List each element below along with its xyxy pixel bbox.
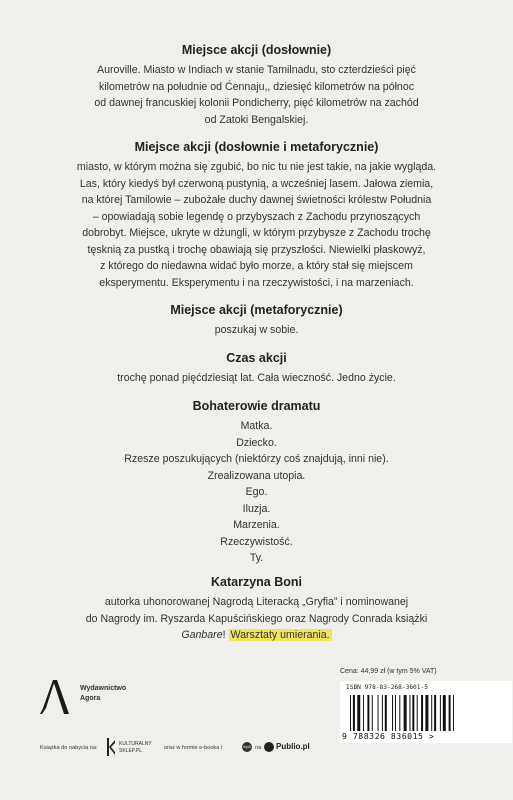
barcode-bar <box>378 695 379 731</box>
barcode-bar <box>434 695 436 731</box>
barcode-bar <box>412 695 414 731</box>
section-text: Auroville. Miasto w Indiach w stanie Tamilnadu, sto czterdzieści pięć kilometrów na południe od Ćennaju,, dziesięć kilometrów na północ od dawnej francuskiej kolonii Pondicherry, pięć kilometrów na zachód od Zatoki Bengalskiej. <box>94 64 419 126</box>
barcode-bar <box>404 695 407 731</box>
barcode-bar <box>399 695 400 731</box>
section-heading: Bohaterowie dramatu <box>192 399 321 413</box>
barcode-bar <box>357 695 360 731</box>
kulturalny-logo-icon <box>106 738 116 756</box>
availability-label: Książka do nabycia na: <box>40 745 98 751</box>
section-heading: Miejsce akcji (dosłownie) <box>181 43 332 57</box>
publio-logo-icon <box>264 742 274 752</box>
mp3-icon: mp3 <box>242 742 252 752</box>
barcode-bars <box>348 695 498 731</box>
barcode-bar <box>353 695 355 731</box>
barcode-bar <box>367 695 369 731</box>
section-text: trochę ponad pięćdziesiąt lat. Cała wieczność. Jedno życie. <box>117 372 396 384</box>
barcode-bar <box>421 695 423 731</box>
isbn-label: ISBN 978-83-268-3601-5 <box>346 684 428 691</box>
section-heading: Miejsce akcji (metaforycznie) <box>170 303 343 317</box>
ean-digits: 9 788326 836015 > <box>342 731 435 741</box>
barcode-bar <box>395 695 396 731</box>
publisher-logo <box>40 678 180 718</box>
section-time <box>0 350 513 387</box>
barcode-bar <box>449 695 451 731</box>
barcode-bar <box>372 695 373 731</box>
isbn-barcode <box>340 681 512 743</box>
barcode-bar <box>363 695 364 731</box>
barcode-bar <box>385 695 387 731</box>
section-text: miasto, w którym można się zgubić, bo nic tu nie jest takie, na jakie wygląda. Las, który kiedyś był czerwoną pustynią, a wcześniej lasem. Jałowa ziemia, na której Tamilowie – zubożałe duchy dawnej świetności królestw Południa – opowiadają sobie legendę o przybyszach z Zachodu przynoszących dobrobyt. Miejsce, ukryte w dżungli, w którym przybysze z Zachodu trochę tęsknią za pustką i trochę obawiają się przyszłości. Niewielki płaskowyż, z którego do niedawna widać było morze, a który stał się miejscem eksperymentu. Eksperymentu i na rzeczywistości, i na marzeniach. <box>76 161 437 289</box>
barcode-bar <box>431 695 432 731</box>
section-author <box>0 574 513 644</box>
author-name: Katarzyna Boni <box>211 575 302 589</box>
availability-strip <box>40 738 510 758</box>
section-place-metaphorical <box>0 302 513 339</box>
section-place-literal-metaphorical <box>0 139 513 291</box>
ebook-label: oraz w formie e-booka i <box>164 745 223 751</box>
section-text: poszukaj w sobie. <box>214 324 299 336</box>
barcode-bar <box>392 695 393 731</box>
highlighted-title: Warsztaty umierania. <box>230 629 330 641</box>
author-bio: autorka uhonorowanej Nagrodą Literacką „Gryfia” i nominowanej do Nagrody im. Ryszarda Kapuścińskiego oraz Nagrody Conrada książki Ganbare! Warsztaty umierania. <box>85 596 428 641</box>
section-text: Matka. Dziecko. Rzesze poszukujących (niektórzy coś znajdują, inni nie). Zrealizowana utopia. Ego. Iluzja. Marzenia. Rzeczywistość. Ty. <box>124 420 389 564</box>
publio-logo-text: Publio.pl <box>276 742 310 751</box>
barcode-bar <box>453 695 454 731</box>
section-place-literal <box>0 42 513 128</box>
na-label: na <box>255 745 262 751</box>
section-heading: Czas akcji <box>226 351 287 365</box>
section-heading: Miejsce akcji (dosłownie i metaforycznie) <box>134 140 379 154</box>
price-label: Cena: 44,99 zł (w tym 5% VAT) <box>340 668 437 675</box>
agora-logo-icon <box>40 678 70 716</box>
publisher-name: Wydawnictwo Agora <box>80 685 127 702</box>
barcode-bar <box>350 695 351 731</box>
barcode-bar <box>425 695 428 731</box>
barcode-bar <box>382 695 383 731</box>
barcode-bar <box>443 695 446 731</box>
barcode-bar <box>440 695 441 731</box>
section-characters <box>0 398 513 567</box>
kulturalny-logo-text: KULTURALNY SKLEP.PL <box>119 741 152 754</box>
barcode-bar <box>417 695 418 731</box>
book-title-ganbare: Ganbare <box>181 629 223 641</box>
barcode-bar <box>409 695 410 731</box>
